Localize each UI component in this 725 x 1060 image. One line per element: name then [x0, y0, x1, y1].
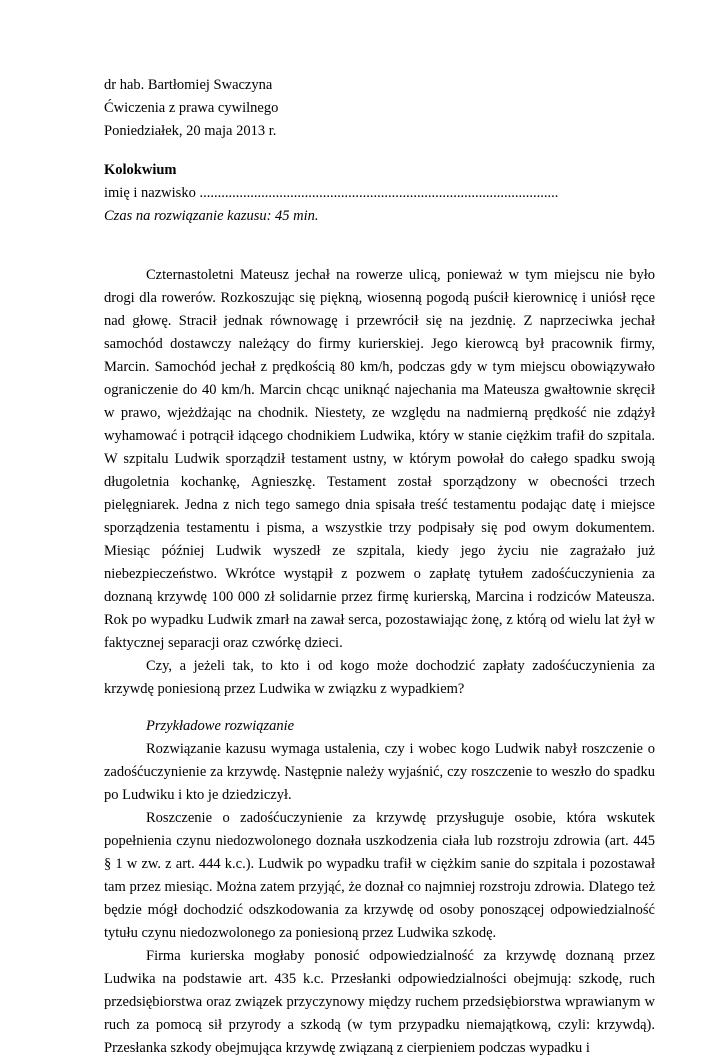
- case-paragraph: Czternastoletni Mateusz jechał na rowerze ulicą, ponieważ w tym miejscu nie było drogi dla rowerów. Rozkoszując się piękną, wiosenną pogodą puścił kierownicę i uniósł ręce nad głowę. Stracił jednak równowagę i przewrócił się na jezdnię. Z naprzeciwka jechał samochód dostawczy należący do firmy kurierskiej. Jego kierowcą był pracownik firmy, Marcin. Samochód jechał z prędkością 80 km/h, podczas gdy w tym miejscu obowiązywało ograniczenie do 40 km/h. Marcin chcąc uniknąć najechania ma Mateusza gwałtownie skręcił w prawo, wjeżdżając na chodnik. Niestety, ze względu na nadmierną prędkość nie zdążył wyhamować i potrącił idącego chodnikiem Ludwika, który w stanie ciężkim trafił do szpitala. W szpitalu Ludwik sporządził testament ustny, w którym powołał do całego spadku swoją długoletnia kochankę, Agnieszkę. Testament został sporządzony w obecności trzech pielęgniarek. Jedna z nich tego samego dnia spisała treść testamentu podając datę i miejsce sporządzenia testamentu i pisma, a wszystkie trzy podpisały się pod owym dokumentem. Miesiąc później Ludwik wyszedł ze szpitala, kiedy jego życiu nie zagrażało już niebezpieczeństwo. Wkrótce wystąpił z pozwem o zapłatę tytułem zadośćuczynienia za doznaną krzywdę 100 000 zł solidarnie przez firmę kurierską, Marcina i rodziców Mateusza. Rok po wypadku Ludwik zmarł na zawał serca, pozostawiając żonę, z którą od wielu lat żył w faktycznej separacji oraz czwórkę dzieci.: [104, 267, 655, 651]
- document-page: [104, 74, 655, 1060]
- solution-paragraph-3: Firma kurierska mogłaby ponosić odpowiedzialność za krzywdę doznaną przez Ludwika na podstawie art. 435 k.c. Przesłanki odpowiedzialności obejmują: szkodę, ruch przedsiębiorstwa oraz związek przyczynowy między ruchem przedsiębiorstwa wprawianym w ruch za pomocą sił przyrody a szkodą (w tym przypadku niemajątkową, czyli: krzywdą). Przesłanka szkody obejmująca krzywdę związaną z cierpieniem podczas wypadku i: [104, 948, 655, 1056]
- date-line: Poniedziałek, 20 maja 2013 r.: [104, 123, 277, 139]
- course-line: Ćwiczenia z prawa cywilnego: [104, 100, 279, 116]
- solution-paragraph-2: Roszczenie o zadośćuczynienie za krzywdę przysługuje osobie, która wskutek popełnienia czynu niedozwolonego doznała uszkodzenia ciała lub rozstroju zdrowia (art. 445 § 1 w zw. z art. 444 k.c.). Ludwik po wypadku trafił w ciężkim sanie do szpitala i pozostawał tam przez miesiąc. Można zatem przyjąć, że doznał co najmniej rozstroju zdrowia. Dlatego też będzie mógł dochodzić odszkodowania za krzywdę od osoby ponoszącej odpowiedzialność tytułu czynu niedozwolonego za poniesioną przez Ludwika szkodę.: [104, 810, 655, 941]
- solution-title: Przykładowe rozwiązanie: [146, 718, 295, 734]
- case-question: Czy, a jeżeli tak, to kto i od kogo może dochodzić zapłaty zadośćuczynienia za krzywdę poniesioną przez Ludwika w związku z wypadkiem?: [104, 658, 655, 697]
- name-field-line: imię i nazwisko ...................................................................................................: [104, 185, 559, 201]
- time-note: Czas na rozwiązanie kazusu: 45 min.: [104, 208, 319, 224]
- solution-paragraph-1: Rozwiązanie kazusu wymaga ustalenia, czy i wobec kogo Ludwik nabył roszczenie o zadośćuczynienie za krzywdę. Następnie należy wyjaśnić, czy roszczenie to weszło do spadku po Ludwiku i kto je dziedziczył.: [104, 741, 655, 803]
- exam-title: Kolokwium: [104, 162, 177, 178]
- author-line: dr hab. Bartłomiej Swaczyna: [104, 77, 273, 93]
